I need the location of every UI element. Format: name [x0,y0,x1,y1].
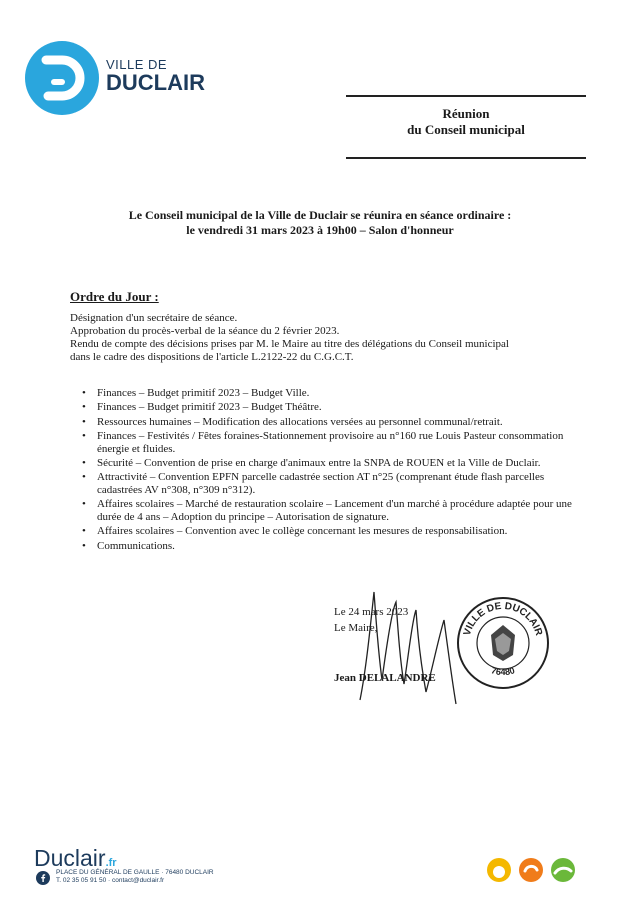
footer-brand-name: Duclair [34,845,106,871]
logo-line-2: DUCLAIR [106,70,205,95]
bullet-icon: • [82,387,86,399]
footer-brand [34,845,117,872]
agenda-item [82,401,572,414]
footer-decorative-icons [487,855,587,885]
agenda-item [82,430,572,456]
agenda-item-text: Communications. [97,539,175,552]
announcement-line-1: Le Conseil municipal de la Ville de Duclair se réunira en séance ordinaire : [128,208,512,222]
agenda-item-text: Finances – Budget primitif 2023 – Budget Théâtre. [97,401,322,414]
meeting-title [346,106,586,138]
orange-swirl-icon [519,858,543,882]
bullet-icon: • [82,498,86,511]
agenda-heading: Ordre du Jour : [70,289,159,304]
meeting-announcement [60,208,580,238]
agenda-item-text: Affaires scolaires – Convention avec le collège concernant les mesures de responsabilisation. [97,525,508,538]
agenda-item [82,457,572,470]
agenda-item-text: Affaires scolaires – Marché de restauration scolaire – Lancement d'un marché à procédure adaptée pour une durée de 4 ans – Adoption du principe – Autorisation de signature. [97,498,572,524]
signatory-name: Jean DELALANDRE [334,672,436,684]
title-rule-bottom [346,157,586,159]
agenda-items-list [70,387,572,554]
intro-line: Rendu de compte des décisions prises par M. le Maire au titre des délégations du Conseil municipal [70,338,509,350]
agenda-item [82,498,572,524]
handwritten-signature-icon [352,580,462,710]
ville-de-duclair-logo-icon [24,40,100,116]
meeting-title-line-2: du Conseil municipal [407,122,525,137]
bullet-icon: • [82,471,86,484]
agenda-item-text: Sécurité – Convention de prise en charge d'animaux entre la SNPA de ROUEN et la Ville de Duclair. [97,456,541,469]
agenda-item [82,471,572,497]
bullet-icon: • [82,429,86,442]
meeting-title-line-1: Réunion [442,106,490,121]
title-rule-top [346,95,586,97]
agenda-item [82,387,572,400]
signature-date: Le 24 mars 2023 [334,606,409,618]
intro-line: Désignation d'un secrétaire de séance. [70,312,238,324]
agenda-item-text: Attractivité – Convention EPFN parcelle cadastrée section AT n°25 (comprenant étude flash parcelles cadastrées AV n°308, n°309 n°312). [97,471,545,497]
agenda-intro [70,312,570,364]
footer-address-line: PLACE DU GÉNÉRAL DE GAULLE · 76480 DUCLAIR [56,869,214,876]
signature-role: Le Maire, [334,622,378,634]
agenda-item-text: Ressources humaines – Modification des allocations versées au personnel communal/retrait. [97,415,503,428]
bullet-icon: • [82,525,86,538]
agenda-item-text: Finances – Budget primitif 2023 – Budget Ville. [97,387,310,399]
footer-address [56,869,214,885]
agenda-item [82,540,572,553]
logo-line-1: VILLE DE [106,57,168,72]
intro-line: Approbation du procès-verbal de la séance du 2 février 2023. [70,325,340,337]
footer-contact-line: T. 02 35 05 91 50 · contact@duclair.fr [56,877,165,884]
bullet-icon: • [82,539,86,552]
official-seal-stamp-icon [455,595,551,691]
bullet-icon: • [82,415,86,428]
svg-text:VILLE DE DUCLAIR: VILLE DE DUCLAIR [461,600,545,638]
green-leaf-icon [551,858,575,882]
intro-line: dans le cadre des dispositions de l'article L.2122-22 du C.G.C.T. [70,351,354,363]
agenda-item-text: Finances – Festivités / Fêtes foraines-Stationnement provisoire au n°160 rue Louis Pasteur consommation énergie et fluides. [97,429,564,455]
bullet-icon: • [82,456,86,469]
logo-wordmark [106,58,205,94]
yellow-circle-icon [487,858,511,882]
facebook-icon[interactable] [36,871,50,885]
footer-brand-tld: .fr [105,857,117,869]
agenda-item [82,416,572,429]
svg-text:76480: 76480 [490,665,516,678]
agenda-item [82,525,572,538]
bullet-icon: • [82,401,86,414]
announcement-line-2: le vendredi 31 mars 2023 à 19h00 – Salon d'honneur [186,223,454,237]
